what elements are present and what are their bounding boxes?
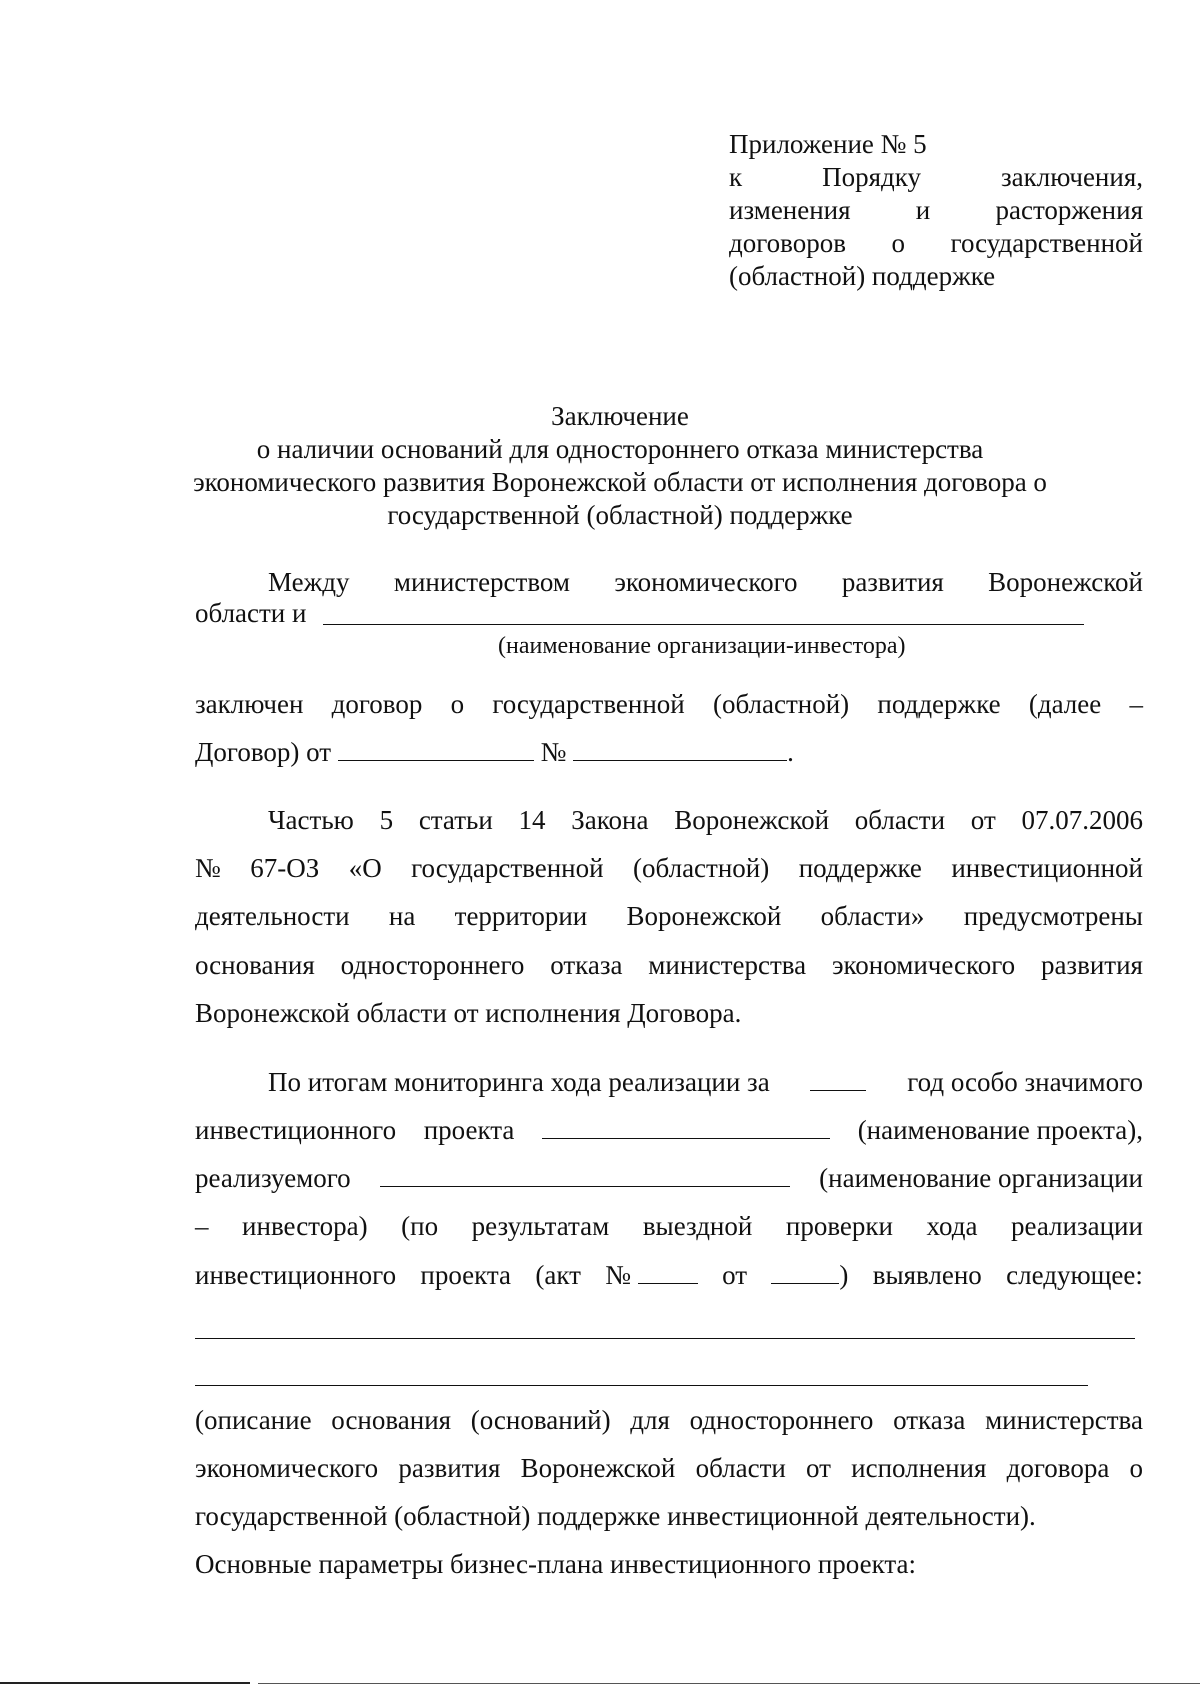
word: одностороннего — [689, 1405, 874, 1435]
word: «О — [348, 853, 382, 883]
law-line — [195, 949, 1143, 981]
word: от — [722, 1260, 748, 1290]
word: и — [915, 195, 931, 225]
word: результатам — [471, 1211, 610, 1241]
description-line — [195, 1452, 1143, 1484]
parties-prefix: области и — [195, 598, 307, 628]
document-subtitle-line: государственной (областной) поддержке — [387, 500, 853, 530]
law-line: Воронежской области от исполнения Договора. — [195, 998, 742, 1028]
findings-field-line-2[interactable] — [195, 1385, 1088, 1386]
word: поддержке — [877, 689, 1001, 719]
word: (наименование организации — [819, 1163, 1143, 1193]
appendix-title: Приложение № 5 — [729, 129, 927, 159]
word: 5 — [379, 805, 394, 835]
word: выявлено — [872, 1260, 982, 1290]
monitoring-line — [268, 1066, 1143, 1098]
word: (акт — [535, 1260, 581, 1290]
word: (оснований) — [470, 1405, 611, 1435]
act-number-field[interactable] — [638, 1259, 698, 1284]
act-date-field[interactable] — [771, 1259, 839, 1284]
monitoring-line — [195, 1259, 1143, 1291]
investor-name-field[interactable] — [323, 624, 1084, 625]
monitoring-text: год особо значимого — [907, 1067, 1143, 1097]
word: 07.07.2006 — [1021, 805, 1143, 835]
appendix-line: (областной) поддержке — [729, 261, 996, 291]
word: расторжения — [995, 195, 1143, 225]
word: изменения — [729, 195, 851, 225]
word: – — [195, 1211, 209, 1241]
word: проекта — [420, 1260, 512, 1290]
word: проекта — [423, 1115, 515, 1145]
word: предусмотрены — [963, 901, 1143, 931]
word: Между — [268, 567, 350, 597]
word: министерства — [648, 950, 807, 980]
contract-number-field[interactable] — [573, 736, 787, 761]
appendix-header — [729, 128, 1143, 293]
word: реализации — [1011, 1211, 1143, 1241]
description-line — [195, 1404, 1143, 1436]
word: развития — [841, 567, 944, 597]
word: исполнения — [851, 1453, 987, 1483]
investor-name-hint: (наименование организации-инвестора) — [498, 633, 906, 659]
word: договор — [331, 689, 423, 719]
word: хода — [926, 1211, 978, 1241]
parties-line-2 — [195, 597, 306, 629]
findings-field-line-1[interactable] — [195, 1338, 1135, 1339]
monitoring-line — [195, 1210, 1143, 1242]
word: территории — [454, 901, 588, 931]
word: министерства — [985, 1405, 1143, 1435]
appendix-line — [729, 194, 1143, 227]
word: Воронежской — [626, 901, 782, 931]
investor-org-field[interactable] — [380, 1162, 790, 1187]
word: реализуемого — [195, 1163, 351, 1193]
word: (по — [401, 1211, 439, 1241]
law-line — [195, 900, 1143, 932]
word: государственной — [492, 689, 685, 719]
page-edge-line — [0, 1682, 250, 1684]
word: одностороннего — [340, 950, 525, 980]
word: статьи — [418, 805, 493, 835]
word: о — [450, 689, 465, 719]
word: заключения, — [1000, 162, 1143, 192]
word: договоров — [729, 228, 846, 258]
monitoring-year-field[interactable] — [810, 1066, 866, 1091]
word: экономического — [614, 567, 798, 597]
word: проверки — [785, 1211, 893, 1241]
word: 14 — [518, 805, 546, 835]
monitoring-line — [195, 1162, 1143, 1194]
appendix-line — [729, 227, 1143, 260]
word: основания — [195, 950, 315, 980]
word: развития — [398, 1453, 501, 1483]
word: Порядку — [822, 162, 921, 192]
monitoring-line — [195, 1114, 1143, 1146]
description-line: государственной (областной) поддержке инвестиционной деятельности). — [195, 1501, 1036, 1531]
word: отказа — [893, 1405, 966, 1435]
word: Воронежской — [520, 1453, 676, 1483]
word: (областной) — [633, 853, 770, 883]
word: следующее: — [1006, 1260, 1143, 1290]
word: государственной — [411, 853, 604, 883]
law-line — [268, 804, 1143, 836]
word: (далее — [1028, 689, 1102, 719]
word: поддержке — [798, 853, 922, 883]
word: от — [806, 1453, 831, 1483]
word: области — [854, 805, 946, 835]
word: Закона — [571, 805, 649, 835]
contract-line — [195, 688, 1143, 720]
word: – — [1129, 689, 1143, 719]
word: области» — [820, 901, 925, 931]
word: Воронежской — [988, 567, 1143, 597]
word: № — [195, 853, 221, 883]
word: о — [1129, 1453, 1143, 1483]
word: от — [970, 805, 996, 835]
project-name-field[interactable] — [542, 1114, 830, 1139]
word: области — [695, 1453, 786, 1483]
word: заключен — [195, 689, 304, 719]
word: отказа — [550, 950, 623, 980]
word: выездной — [642, 1211, 753, 1241]
word: деятельности — [195, 901, 350, 931]
document-subtitle-line: экономического развития Воронежской области от исполнения договора о — [193, 467, 1047, 497]
contract-line-2 — [195, 736, 794, 768]
word: Частью — [268, 805, 354, 835]
word: для — [630, 1405, 670, 1435]
word: развития — [1040, 950, 1143, 980]
document-title: Заключение — [551, 401, 689, 431]
contract-date-field[interactable] — [338, 736, 534, 761]
parties-line — [268, 566, 1143, 598]
period: . — [787, 737, 794, 767]
word: инвестиционной — [951, 853, 1143, 883]
word: экономического — [195, 1453, 379, 1483]
word: инвестора) — [242, 1211, 368, 1241]
law-line — [195, 852, 1143, 884]
document-subtitle-line: о наличии оснований для одностороннего отказа министерства — [256, 434, 984, 464]
number-sign: № — [605, 1260, 632, 1290]
appendix-line — [729, 161, 1143, 194]
word: государственной — [950, 228, 1143, 258]
word: Воронежской — [674, 805, 830, 835]
monitoring-text: По итогам мониторинга хода реализации за — [268, 1067, 770, 1097]
word: экономического — [831, 950, 1016, 980]
word: договора — [1006, 1453, 1110, 1483]
word: основания — [331, 1405, 452, 1435]
word: инвестиционного — [195, 1115, 397, 1145]
word: на — [388, 901, 416, 931]
word: (описание — [195, 1405, 312, 1435]
word: к — [729, 162, 743, 192]
word: (областной) — [712, 689, 850, 719]
contract-prefix: Договор) от — [195, 737, 332, 767]
word: о — [891, 228, 905, 258]
word: министерством — [393, 567, 570, 597]
business-plan-heading: Основные параметры бизнес-плана инвестиционного проекта: — [195, 1549, 916, 1579]
number-sign: № — [540, 737, 567, 767]
word: (наименование проекта), — [857, 1115, 1143, 1145]
page-edge-line — [258, 1683, 1200, 1684]
paren: ) — [839, 1260, 849, 1290]
word: инвестиционного — [195, 1260, 397, 1290]
word: 67-ОЗ — [250, 853, 320, 883]
